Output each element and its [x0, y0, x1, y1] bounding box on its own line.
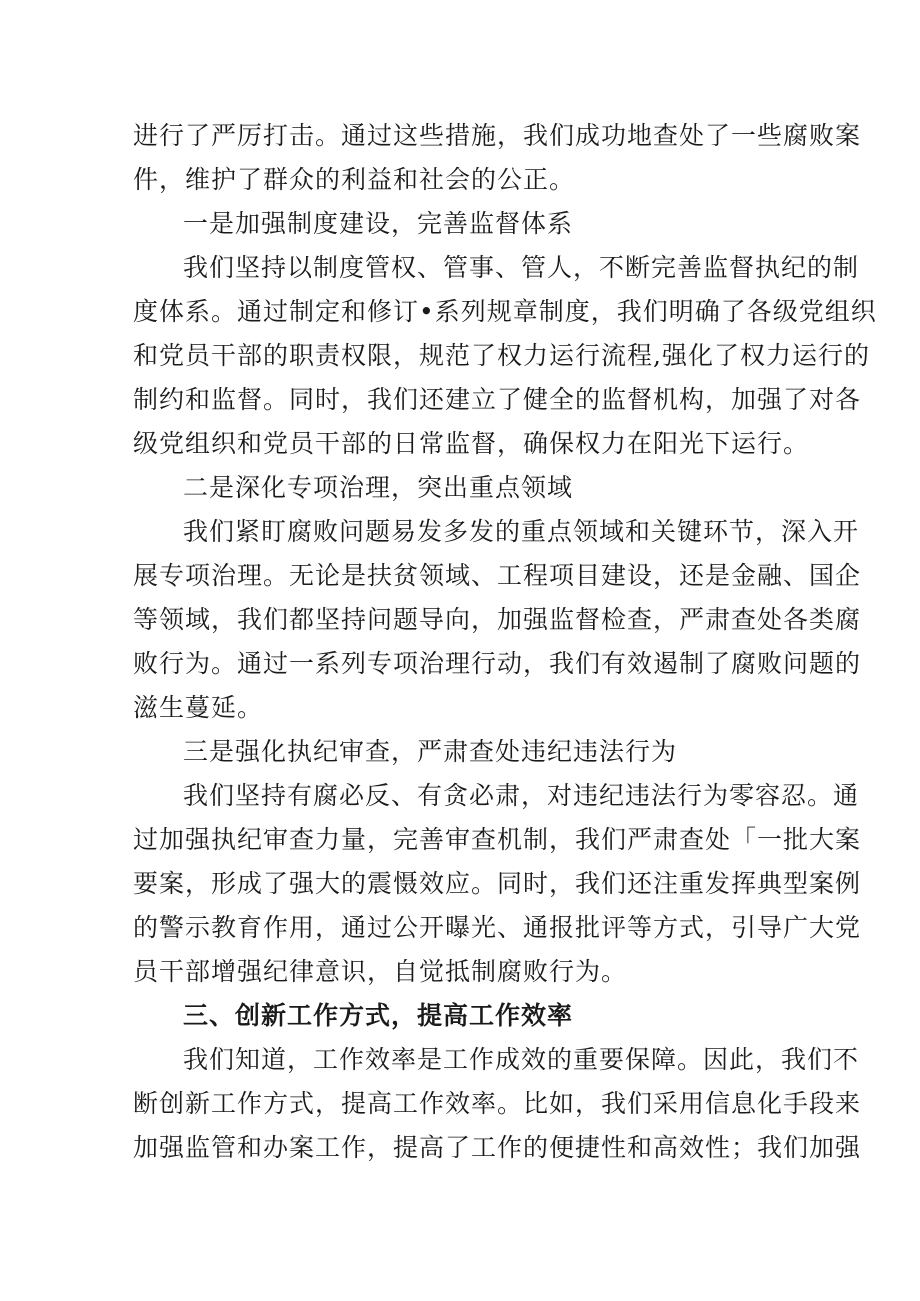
text-line: 我们紧盯腐败问题易发多发的重点领域和关键环节，深入开 [183, 517, 860, 546]
text-line: 我们知道，工作效率是工作成效的重要保障。因此，我们不 [183, 1045, 860, 1074]
section-heading-line: 三、创新工作方式，提高工作效率 [183, 1001, 574, 1030]
text-line: 级党组织和党员干部的日常监督，确保权力在阳光下运行。 [133, 429, 810, 458]
text-line: 等领域，我们都坚持问题导向，加强监督检查，严肃查处各类腐 [133, 605, 862, 634]
text-line: 度体系。通过制定和修订•系列规章制度，我们明确了各级党组织 [133, 297, 877, 326]
text-line: 一是加强制度建设，完善监督体系 [183, 209, 574, 238]
text-line: 件，维护了群众的利益和社会的公正。 [133, 165, 576, 194]
text-line: 三是强化执纪审查，严肃查处违纪违法行为 [183, 737, 678, 766]
text-line: 二是深化专项治理，突出重点领域 [183, 473, 574, 502]
text-line: 过加强执纪审查力量，完善审查机制，我们严肃查处「一批大案 [133, 825, 862, 854]
text-line: 我们坚持以制度管权、管事、管人，不断完善监督执纪的制 [183, 253, 860, 282]
text-line: 我们坚持有腐必反、有贪必肃，对违纪违法行为零容忍。通 [183, 781, 860, 810]
text-line: 的警示教育作用，通过公开曝光、通报批评等方式，引导广大党 [133, 913, 862, 942]
text-line: 断创新工作方式，提高工作效率。比如，我们采用信息化手段来 [133, 1089, 862, 1118]
text-line: 和党员干部的职责权限，规范了权力运行流程,强化了权力运行的 [133, 341, 870, 370]
text-line: 制约和监督。同时，我们还建立了健全的监督机构，加强了对各 [133, 385, 862, 414]
text-line: 加强监管和办案工作，提高了工作的便捷性和高效性；我们加强 [133, 1133, 862, 1162]
text-line: 进行了严厉打击。通过这些措施，我们成功地查处了一些腐败案 [133, 121, 862, 150]
document-body [133, 114, 877, 1170]
text-line: 员干部增强纪律意识，自觉抵制腐败行为。 [133, 957, 628, 986]
text-line: 滋生蔓延。 [133, 693, 264, 722]
text-line: 展专项治理。无论是扶贫领域、工程项目建设，还是金融、国企 [133, 561, 862, 590]
text-line: 败行为。通过一系列专项治理行动，我们有效遏制了腐败问题的 [133, 649, 862, 678]
text-line: 要案，形成了强大的震慑效应。同时，我们还注重发挥典型案例 [133, 869, 862, 898]
